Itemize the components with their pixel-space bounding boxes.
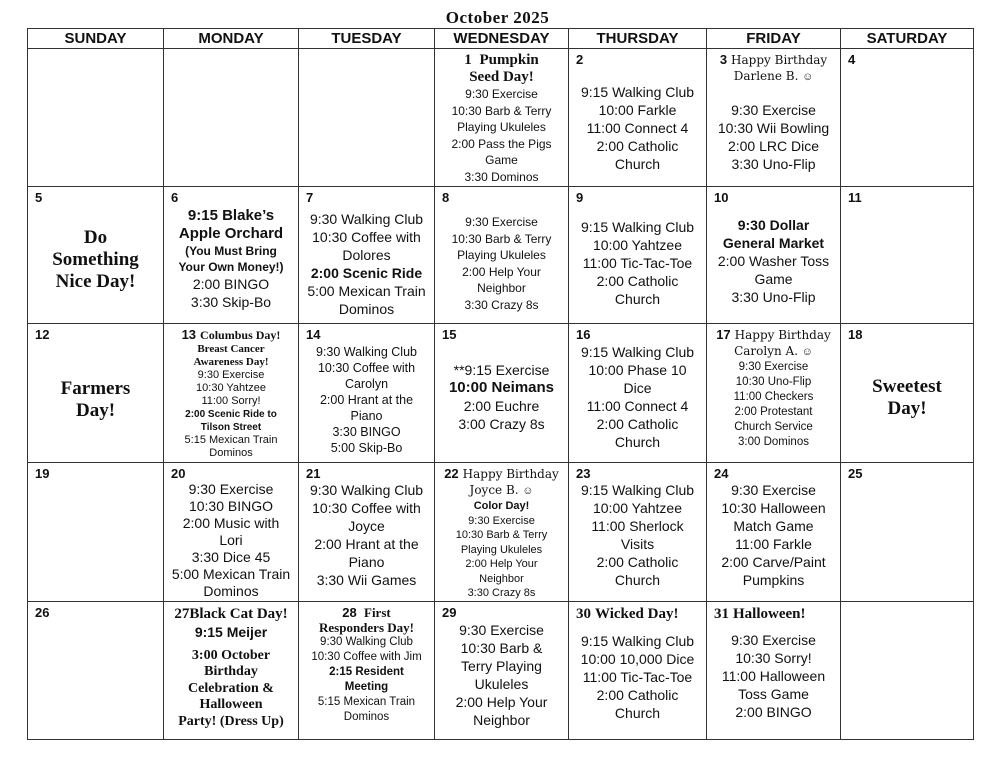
day-number: 15 [442, 327, 457, 342]
day-number: 9 [576, 190, 584, 205]
weekday-thursday: THURSDAY [569, 29, 707, 49]
day-number: 4 [848, 52, 856, 67]
empty-cell [28, 49, 164, 187]
event-line: 9:15 Meijer [194, 623, 268, 640]
event-list [164, 187, 298, 311]
event-line: Color Day! [473, 500, 530, 512]
event-line: 2:00 Hrant at the [314, 536, 419, 552]
event-line: 11:00 Farkle [735, 536, 812, 552]
day-number: 31 [714, 605, 729, 622]
smiley-icon: ☺ [802, 71, 814, 83]
event-line: 5:00 Skip-Bo [330, 441, 403, 455]
event-line: 11:00 Tic-Tac-Toe [582, 255, 693, 271]
special-day-line: Nice Day! [55, 271, 136, 292]
day-cell-7 [299, 187, 435, 324]
event-line: 2:00 LRC Dice [727, 138, 820, 154]
event-title: Wicked Day! [595, 605, 679, 622]
event-line: 2:00 Music with [182, 515, 280, 531]
day-13-heading [164, 324, 298, 343]
event-line: 9:30 Walking Club [320, 635, 413, 648]
empty-cell [841, 601, 974, 739]
week-row [28, 187, 974, 324]
event-line: 9:15 Walking Club [580, 219, 695, 235]
day-number: 25 [848, 466, 863, 481]
day-cell-9 [569, 187, 707, 324]
event-list [164, 369, 298, 460]
event-list [164, 641, 298, 731]
day-cell-29 [435, 601, 569, 739]
day-cell-1 [435, 49, 569, 187]
event-line: 11:00 Tic-Tac-Toe [582, 668, 693, 685]
event-line: 3:00 October [191, 647, 271, 663]
day-30-heading [569, 602, 706, 623]
day-28-heading [299, 602, 434, 635]
day-cell-15 [435, 324, 569, 463]
event-line: 10:30 Sorry! [735, 649, 812, 666]
special-day-line: Sweetest [872, 376, 942, 397]
day-number: 11 [848, 190, 862, 205]
day-1-heading [435, 49, 568, 86]
event-title: Columbus Day! [200, 328, 281, 342]
day-cell-12 [28, 324, 164, 463]
week-row [28, 601, 974, 739]
event-line: Breast Cancer [197, 343, 265, 355]
event-line: Church [614, 704, 661, 721]
event-line: 11:00 Sorry! [201, 395, 261, 407]
event-title: Pumpkin [479, 52, 539, 68]
event-line: Dominos [203, 583, 259, 599]
event-line: 2:00 Protestant [734, 406, 813, 418]
event-line: Tilson Street [200, 422, 262, 433]
day-cell-19 [28, 463, 164, 602]
event-line: 10:30 Halloween [721, 500, 826, 516]
day-cell-26 [28, 601, 164, 739]
event-line: 10:00 10,000 Dice [580, 650, 695, 667]
day-cell-4 [841, 49, 974, 187]
day-number: 30 [576, 605, 591, 622]
event-line: 10:30 Yahtzee [196, 382, 266, 394]
event-line: Pumpkins [742, 572, 805, 588]
day-number: 7 [306, 190, 314, 205]
event-list [164, 623, 298, 641]
special-day-line: Day! [75, 400, 116, 421]
event-line: 10:30 Barb & [460, 639, 543, 656]
event-line: Dolores [342, 247, 391, 263]
event-line: Joyce [348, 518, 385, 534]
day-number: 3 [719, 52, 728, 67]
day-cell-22 [435, 463, 569, 602]
day-number: 13 [181, 327, 197, 342]
event-line: 2:00 Help Your [455, 693, 548, 710]
day-number: 29 [442, 604, 457, 620]
weekday-wednesday: WEDNESDAY [435, 29, 569, 49]
day-number: 5 [35, 190, 43, 205]
event-line: Celebration & [188, 680, 274, 696]
day-number: 14 [306, 327, 321, 342]
birthday-text: Happy Birthday [731, 53, 828, 67]
event-line: Church [614, 434, 661, 450]
event-line: 3:30 Dominos [464, 169, 539, 184]
event-list [707, 85, 840, 173]
day-cell-11 [841, 187, 974, 324]
event-line: 10:30 Coffee with Jim [311, 650, 422, 663]
day-cell-14 [299, 324, 435, 463]
event-line: 5:00 Mexican Train [171, 566, 291, 582]
event-line: 10:00 Yahtzee [592, 237, 682, 253]
event-line: 3:30 Uno-Flip [731, 156, 816, 172]
event-line: General Market [722, 235, 825, 251]
event-line: 2:00 Carve/Paint [721, 554, 826, 570]
event-line: 9:30 Exercise [188, 481, 274, 497]
day-cell-28 [299, 601, 435, 739]
day-number: 12 [35, 327, 50, 342]
event-line: Apple Orchard [178, 225, 284, 242]
event-line: 9:30 Exercise [731, 631, 816, 648]
event-list [164, 463, 298, 600]
event-line: 9:30 Walking Club [316, 345, 417, 359]
event-line: Halloween [199, 697, 263, 712]
day-number: 22 [444, 466, 459, 481]
smiley-icon: ☺ [522, 485, 534, 497]
event-line: Game [485, 153, 518, 167]
day-number: 27 [174, 605, 190, 622]
event-line: Church [614, 572, 661, 588]
day-cell-18 [841, 324, 974, 463]
smiley-icon: ☺ [801, 346, 813, 358]
calendar-grid [27, 28, 974, 740]
event-line: Dice [623, 380, 652, 396]
weekday-tuesday: TUESDAY [299, 29, 435, 49]
event-line: 2:00 Catholic [596, 686, 679, 703]
special-day-line: Farmers [60, 378, 131, 399]
event-list [569, 187, 706, 308]
event-title: Responders Day! [319, 619, 414, 635]
weekday-monday: MONDAY [164, 29, 299, 49]
event-line: Piano [350, 409, 383, 423]
day-cell-21 [299, 463, 435, 602]
day-3-heading [707, 49, 840, 85]
event-line: Awareness Day! [193, 356, 269, 368]
event-line: Toss Game [738, 685, 809, 702]
week-row [28, 463, 974, 602]
event-line: Ukuleles [474, 675, 529, 692]
empty-cell [164, 49, 299, 187]
day-number: 26 [35, 604, 50, 620]
event-line: 2:15 Resident [329, 665, 404, 678]
event-line: 10:30 Coffee with [312, 500, 421, 516]
event-line: 10:30 Coffee with [312, 229, 421, 245]
event-line: 3:30 Wii Games [316, 572, 417, 588]
event-line: Meeting [344, 680, 389, 693]
event-line: 9:30 Exercise [465, 215, 538, 229]
event-line: Match Game [733, 518, 814, 534]
event-list [299, 324, 434, 456]
weekday-sunday: SUNDAY [28, 29, 164, 49]
day-number: 20 [171, 466, 186, 481]
birthday-text: Happy Birthday [734, 328, 831, 342]
day-cell-17 [707, 324, 841, 463]
event-list [435, 187, 568, 313]
event-line: 3:30 Crazy 8s [464, 297, 539, 312]
day-cell-8 [435, 187, 569, 324]
event-line: 2:00 Pass the Pigs [451, 136, 552, 151]
event-line: 9:30 Walking Club [309, 482, 424, 498]
day-number: 19 [35, 466, 50, 481]
day-cell-30 [569, 601, 707, 739]
event-line: 9:30 Exercise [731, 482, 816, 498]
event-line: 11:00 Checkers [733, 391, 814, 403]
event-list [569, 49, 706, 173]
event-line: 9:30 Walking Club [309, 211, 424, 227]
event-line: Carolyn [344, 377, 389, 391]
event-list [569, 463, 706, 589]
event-list [435, 499, 568, 601]
event-line: **9:15 Exercise [453, 362, 550, 378]
event-line: 10:00 Farkle [598, 102, 677, 118]
event-line: 10:30 Barb & Terry [451, 103, 552, 118]
day-cell-6 [164, 187, 299, 324]
event-line: 9:15 Walking Club [580, 344, 695, 360]
event-line: Birthday [204, 664, 258, 679]
event-line: 9:15 Walking Club [580, 632, 695, 649]
event-line: 3:30 Skip-Bo [190, 294, 272, 310]
event-line: 2:00 Catholic [596, 416, 679, 432]
birthday-name: Joyce B. [469, 483, 519, 497]
event-line: 2:00 Help Your [462, 264, 541, 279]
event-list [299, 463, 434, 589]
day-cell-10 [707, 187, 841, 324]
event-line: 9:30 Exercise [468, 514, 535, 527]
event-line: 9:15 Walking Club [580, 84, 695, 100]
event-list [569, 324, 706, 451]
day-cell-13 [164, 324, 299, 463]
event-line: Playing Ukuleles [460, 543, 543, 556]
event-line: 9:30 Dollar [737, 217, 810, 233]
event-title: First [364, 604, 391, 620]
event-line: Playing Ukuleles [457, 120, 546, 134]
event-line: 11:00 Halloween [721, 667, 826, 684]
event-line: Church [614, 291, 661, 307]
calendar-title: October 2025 [445, 8, 550, 27]
day-cell-24 [707, 463, 841, 602]
day-number: 8 [442, 190, 450, 205]
event-line: Church [614, 156, 661, 172]
event-line: Piano [348, 554, 385, 570]
event-line: Terry Playing [461, 657, 542, 674]
event-line: 3:00 Dominos [738, 436, 809, 448]
week-row [28, 324, 974, 463]
day-cell-16 [569, 324, 707, 463]
event-line: 10:30 Wii Bowling [717, 120, 830, 136]
day-cell-5 [28, 187, 164, 324]
day-cell-27 [164, 601, 299, 739]
event-list [707, 623, 840, 721]
event-list [707, 463, 840, 589]
special-day [28, 187, 163, 293]
event-title: Black Cat Day! [189, 605, 288, 622]
empty-cell [299, 49, 435, 187]
day-31-heading [707, 602, 840, 623]
event-list [299, 635, 434, 725]
event-line: (You Must Bring [185, 244, 277, 258]
event-line: 9:30 Exercise [459, 621, 544, 638]
week-row [28, 49, 974, 187]
event-line: 2:00 Scenic Ride [310, 265, 423, 281]
event-line: 10:00 Phase 10 [588, 362, 687, 378]
event-line: 10:30 Barb & Terry [455, 529, 548, 541]
event-line: 10:30 Barb & Terry [451, 231, 552, 246]
day-number: 16 [576, 327, 591, 342]
weekday-header-row [28, 29, 974, 49]
day-cell-3 [707, 49, 841, 187]
event-title: Seed Day! [469, 69, 534, 85]
event-line: 3:00 Crazy 8s [458, 416, 545, 432]
day-number: 17 [716, 327, 731, 342]
day-22-heading [435, 463, 568, 499]
day-number: 24 [714, 466, 729, 481]
event-line: 9:30 Exercise [465, 87, 538, 101]
event-line: 9:30 Exercise [197, 369, 265, 381]
event-line: 11:00 Connect 4 [586, 120, 689, 136]
event-list [569, 623, 706, 722]
day-number: 10 [714, 190, 729, 205]
day-cell-20 [164, 463, 299, 602]
day-number: 1 [464, 52, 472, 68]
event-line: 10:30 BINGO [188, 498, 274, 514]
event-list [435, 602, 568, 729]
day-cell-23 [569, 463, 707, 602]
event-line: Dominos [343, 710, 390, 723]
event-line: 2:00 Scenic Ride to [185, 409, 277, 420]
event-list [435, 86, 568, 185]
day-17-heading [707, 324, 840, 360]
event-line: 11:00 Sherlock [591, 518, 684, 534]
event-line: Dominos [338, 301, 395, 317]
event-line: 3:30 Uno-Flip [731, 289, 816, 305]
birthday-name: Darlene B. [733, 69, 799, 83]
event-line: Playing Ukuleles [457, 248, 546, 262]
event-line: Lori [219, 532, 243, 548]
day-cell-31 [707, 601, 841, 739]
event-line: 5:15 Mexican Train [317, 695, 416, 708]
event-line: 2:00 Washer Toss [717, 253, 830, 269]
day-number: 6 [171, 190, 179, 205]
event-line: 2:00 Help Your [465, 558, 538, 570]
day-cell-25 [841, 463, 974, 602]
event-line: 3:30 Crazy 8s [467, 587, 536, 599]
event-line: 2:00 BINGO [192, 276, 270, 292]
day-number: 21 [306, 466, 321, 481]
special-day-line: Do [83, 227, 108, 248]
special-day-line: Day! [887, 398, 927, 419]
event-title: Halloween! [733, 605, 806, 622]
weekday-saturday: SATURDAY [841, 29, 974, 49]
day-number: 23 [576, 466, 591, 481]
event-line: 2:00 BINGO [735, 703, 812, 720]
event-line: 11:00 Connect 4 [586, 398, 689, 414]
event-line: 2:00 Euchre [463, 398, 540, 414]
event-line: 10:30 Uno-Flip [735, 376, 812, 388]
event-line: 5:15 Mexican Train [184, 434, 278, 446]
event-list [299, 187, 434, 318]
event-line: 10:30 Coffee with [317, 361, 416, 375]
event-line: 3:30 Dice 45 [191, 549, 271, 565]
event-line: 9:30 Exercise [738, 361, 809, 373]
event-line: Church Service [734, 421, 813, 433]
day-number: 28 [342, 604, 357, 620]
event-line: 2:00 Catholic [596, 273, 679, 289]
event-line: Your Own Money!) [178, 260, 284, 274]
birthday-name: Carolyn A. [734, 344, 799, 358]
event-line: Neighbor [477, 281, 526, 295]
day-number: 18 [848, 327, 863, 342]
day-cell-2 [569, 49, 707, 187]
weekday-friday: FRIDAY [707, 29, 841, 49]
event-line: 9:15 Walking Club [580, 482, 695, 498]
event-line: 2:00 Hrant at the [319, 393, 414, 407]
event-line: Party! (Dress Up) [178, 713, 284, 729]
day-number: 2 [576, 52, 584, 67]
event-line: 10:00 Neimans [448, 379, 555, 396]
event-line: Neighbor [473, 711, 530, 728]
event-line: 5:00 Mexican Train [307, 283, 426, 299]
event-list [164, 343, 298, 369]
birthday-text: Happy Birthday [462, 467, 559, 481]
special-day-line: Something [52, 249, 139, 270]
event-line: 9:15 Blake’s [187, 207, 275, 224]
day-27-heading [164, 602, 298, 623]
event-line: 10:00 Yahtzee [592, 500, 682, 516]
event-line: Visits [620, 536, 655, 552]
event-line: 3:30 BINGO [332, 425, 401, 439]
event-line: 2:00 Catholic [596, 138, 679, 154]
event-line: 9:30 Exercise [731, 102, 816, 118]
event-line: Dominos [209, 447, 253, 459]
event-line: 2:00 Catholic [596, 554, 679, 570]
event-line: Neighbor [479, 572, 524, 585]
event-line: Game [754, 271, 793, 287]
event-list [707, 360, 840, 450]
